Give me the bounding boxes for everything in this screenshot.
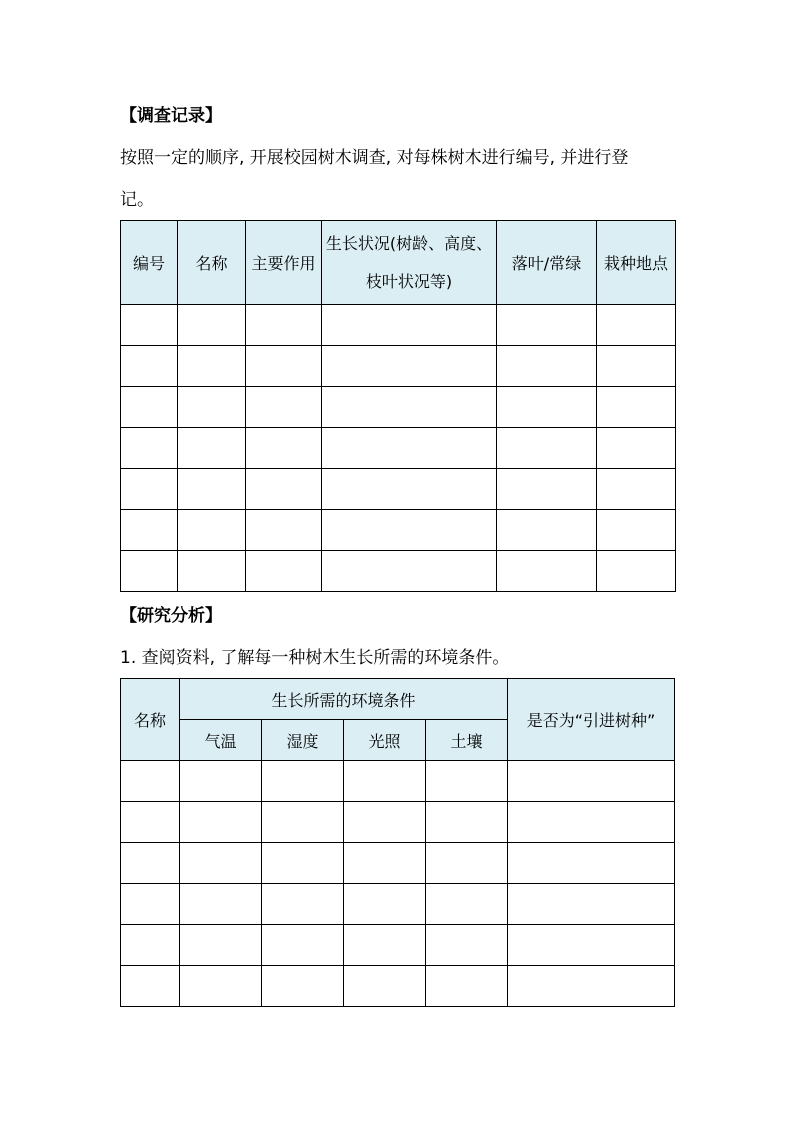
header-humidity: 湿度 [262,720,344,761]
cell-light[interactable] [344,802,426,843]
header-introduced-species: 是否为“引进树种” [508,679,675,761]
cell-main-function[interactable] [246,305,322,346]
header-growth-conditions: 生长所需的环境条件 [180,679,508,720]
cell-name[interactable] [178,510,246,551]
cell-deciduous-evergreen[interactable] [497,510,597,551]
cell-main-function[interactable] [246,428,322,469]
cell-temperature[interactable] [180,761,262,802]
cell-humidity[interactable] [262,884,344,925]
table-row [121,305,676,346]
cell-temperature[interactable] [180,884,262,925]
cell-soil[interactable] [426,884,508,925]
cell-introduced-species[interactable] [508,925,675,966]
cell-name[interactable] [121,925,180,966]
cell-name[interactable] [121,802,180,843]
table-row [121,761,675,802]
cell-humidity[interactable] [262,761,344,802]
cell-growth-status[interactable] [322,346,497,387]
cell-planting-location[interactable] [597,551,676,592]
cell-introduced-species[interactable] [508,761,675,802]
cell-soil[interactable] [426,761,508,802]
cell-number[interactable] [121,387,178,428]
cell-soil[interactable] [426,925,508,966]
table-row [121,510,676,551]
cell-soil[interactable] [426,843,508,884]
cell-number[interactable] [121,551,178,592]
cell-growth-status[interactable] [322,428,497,469]
table-row [121,387,676,428]
cell-name[interactable] [121,966,180,1007]
table-row [121,966,675,1007]
cell-number[interactable] [121,428,178,469]
cell-humidity[interactable] [262,843,344,884]
header-temperature: 气温 [180,720,262,761]
table-row [121,551,676,592]
cell-name[interactable] [121,843,180,884]
cell-temperature[interactable] [180,925,262,966]
survey-record-heading: 【调查记录】 [120,106,222,126]
header-planting-location: 栽种地点 [597,221,676,305]
cell-planting-location[interactable] [597,510,676,551]
cell-name[interactable] [178,305,246,346]
table-header-row [121,221,676,305]
cell-main-function[interactable] [246,510,322,551]
cell-light[interactable] [344,925,426,966]
growth-status-line2: 枝叶状况等) [365,271,453,291]
cell-planting-location[interactable] [597,305,676,346]
table-row [121,925,675,966]
cell-main-function[interactable] [246,346,322,387]
cell-number[interactable] [121,305,178,346]
cell-main-function[interactable] [246,469,322,510]
cell-main-function[interactable] [246,551,322,592]
survey-instructions-line1: 按照一定的顺序, 开展校园树木调查, 对每株树木进行编号, 并进行登 [120,148,629,168]
environment-conditions-table [120,678,675,1007]
cell-light[interactable] [344,761,426,802]
cell-deciduous-evergreen[interactable] [497,346,597,387]
cell-name[interactable] [178,387,246,428]
cell-number[interactable] [121,510,178,551]
table-row [121,469,676,510]
cell-introduced-species[interactable] [508,966,675,1007]
table-row [121,802,675,843]
header-growth-status [322,221,497,305]
cell-light[interactable] [344,966,426,1007]
header-name: 名称 [121,679,180,761]
tree-survey-table [120,220,676,592]
table-row [121,843,675,884]
cell-growth-status[interactable] [322,469,497,510]
cell-soil[interactable] [426,802,508,843]
survey-instructions-line2: 记。 [120,190,154,210]
cell-soil[interactable] [426,966,508,1007]
cell-name[interactable] [178,428,246,469]
table-header-row [121,679,675,720]
cell-introduced-species[interactable] [508,843,675,884]
cell-growth-status[interactable] [322,305,497,346]
cell-number[interactable] [121,469,178,510]
cell-name[interactable] [121,884,180,925]
cell-name[interactable] [121,761,180,802]
cell-humidity[interactable] [262,966,344,1007]
cell-humidity[interactable] [262,802,344,843]
cell-growth-status[interactable] [322,387,497,428]
table-row [121,884,675,925]
table-row [121,346,676,387]
table-row [121,428,676,469]
cell-planting-location[interactable] [597,387,676,428]
cell-planting-location[interactable] [597,469,676,510]
research-item-1: 1. 查阅资料, 了解每一种树木生长所需的环境条件。 [120,648,510,668]
cell-name[interactable] [178,346,246,387]
cell-light[interactable] [344,884,426,925]
header-soil: 土壤 [426,720,508,761]
cell-growth-status[interactable] [322,510,497,551]
cell-main-function[interactable] [246,387,322,428]
cell-temperature[interactable] [180,966,262,1007]
header-name: 名称 [178,221,246,305]
cell-introduced-species[interactable] [508,802,675,843]
header-deciduous-evergreen: 落叶/常绿 [497,221,597,305]
cell-light[interactable] [344,843,426,884]
cell-growth-status[interactable] [322,551,497,592]
cell-name[interactable] [178,469,246,510]
header-main-function: 主要作用 [246,221,322,305]
header-number: 编号 [121,221,178,305]
research-analysis-heading: 【研究分析】 [120,606,222,626]
header-light: 光照 [344,720,426,761]
cell-deciduous-evergreen[interactable] [497,469,597,510]
cell-number[interactable] [121,346,178,387]
cell-deciduous-evergreen[interactable] [497,551,597,592]
cell-deciduous-evergreen[interactable] [497,387,597,428]
cell-humidity[interactable] [262,925,344,966]
cell-planting-location[interactable] [597,346,676,387]
cell-deciduous-evergreen[interactable] [497,305,597,346]
cell-temperature[interactable] [180,843,262,884]
growth-status-line1: 生长状况(树龄、高度、 [325,233,493,253]
cell-introduced-species[interactable] [508,884,675,925]
cell-temperature[interactable] [180,802,262,843]
cell-deciduous-evergreen[interactable] [497,428,597,469]
cell-name[interactable] [178,551,246,592]
cell-planting-location[interactable] [597,428,676,469]
